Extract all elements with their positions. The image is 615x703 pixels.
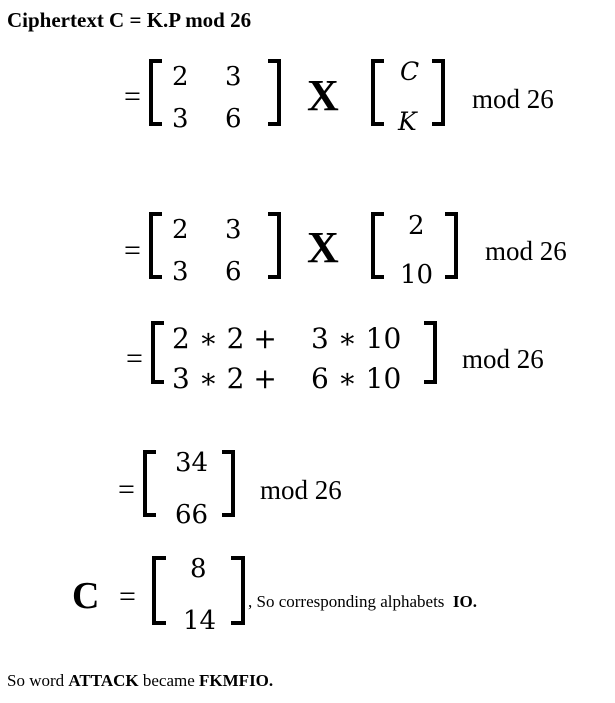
vector-cell: 34 (175, 448, 209, 478)
left-bracket (140, 449, 160, 519)
equals-sign: = (124, 234, 141, 267)
conclusion-line (7, 671, 273, 691)
result-letters: IO. (452, 592, 477, 611)
heading: Ciphertext C = K.P mod 26 (7, 8, 252, 32)
matrix-cell: 3 ∗ 10 (311, 322, 402, 355)
right-bracket (226, 555, 248, 627)
right-bracket (264, 211, 284, 281)
matrix-cell: 2 (172, 215, 189, 245)
matrix-cell: 3 (172, 104, 189, 134)
matrix-cell: 3 (225, 62, 242, 92)
multiply-sign: X (307, 71, 339, 120)
left-bracket (148, 320, 168, 386)
right-bracket (264, 58, 284, 128)
vector-cell: 66 (175, 500, 209, 530)
equals-sign: = (119, 580, 136, 613)
vector-cell: C (400, 57, 420, 86)
left-bracket (146, 58, 166, 128)
equals-sign: = (118, 473, 135, 506)
right-bracket (420, 320, 440, 386)
vector-cell: 10 (400, 260, 434, 290)
result-note (248, 592, 477, 612)
plaintext-word: ATTACK (68, 671, 139, 690)
ciphertext-word: FKMFIO. (199, 671, 274, 690)
multiply-sign: X (307, 223, 339, 272)
matrix-cell: 2 (172, 62, 189, 92)
left-bracket (368, 211, 388, 281)
right-bracket (218, 449, 238, 519)
result-label: C (72, 575, 100, 617)
left-bracket (149, 555, 171, 627)
matrix-cell: 6 (225, 257, 242, 287)
matrix-cell: 6 ∗ 10 (311, 362, 402, 395)
left-bracket (146, 211, 166, 281)
vector-cell: K (398, 107, 417, 136)
vector-cell: 8 (190, 554, 207, 584)
matrix-cell: 2 ∗ 2 + (172, 322, 277, 355)
mod-label: mod 26 (472, 84, 554, 114)
right-bracket (441, 211, 461, 281)
mod-label: mod 26 (260, 475, 342, 505)
equals-sign: = (126, 342, 143, 375)
matrix-cell: 3 (172, 257, 189, 287)
vector-cell: 14 (183, 606, 217, 636)
matrix-cell: 3 ∗ 2 + (172, 362, 277, 395)
left-bracket (368, 58, 388, 128)
mod-label: mod 26 (485, 236, 567, 266)
conclusion-middle: became (138, 671, 200, 690)
matrix-cell: 6 (225, 104, 242, 134)
matrix-cell: 3 (225, 215, 242, 245)
vector-cell: 2 (408, 211, 425, 241)
right-bracket (428, 58, 448, 128)
conclusion-prefix: So word (7, 671, 69, 690)
equals-sign: = (124, 80, 141, 113)
result-note-text: , So corresponding alphabets (248, 592, 445, 611)
mod-label: mod 26 (462, 344, 544, 374)
